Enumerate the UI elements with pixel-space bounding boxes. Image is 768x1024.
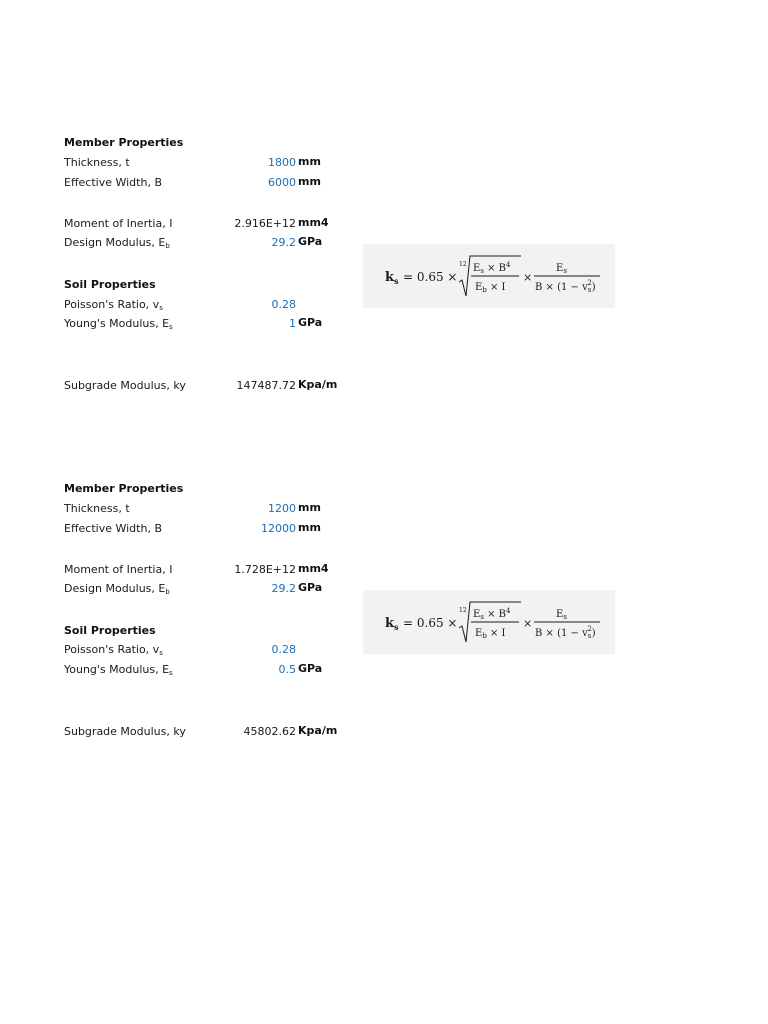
member-properties-heading bbox=[64, 480, 364, 498]
youngs-modulus-unit: GPa bbox=[298, 662, 323, 675]
formula-graphic bbox=[363, 244, 615, 308]
youngs-modulus-value[interactable]: 0.5 bbox=[278, 663, 296, 676]
section-heading: Soil Properties bbox=[64, 278, 156, 291]
thickness-row bbox=[64, 154, 364, 172]
moment-of-inertia-row bbox=[64, 215, 364, 233]
formula-root-numerator: $E_s \times B^4$ bbox=[473, 607, 511, 621]
effective-width-label: Effective Width, B bbox=[64, 176, 162, 189]
poissons-ratio-row bbox=[64, 296, 364, 314]
effective-width-unit: mm bbox=[298, 521, 321, 534]
effective-width-unit: mm bbox=[298, 175, 321, 188]
effective-width-value[interactable]: 6000 bbox=[268, 176, 296, 189]
moment-of-inertia-label: Moment of Inertia, I bbox=[64, 217, 173, 230]
poissons-ratio-value[interactable]: 0.28 bbox=[271, 643, 296, 656]
design-modulus-label: Design Modulus, $E_b$ bbox=[64, 236, 170, 250]
section-heading: Member Properties bbox=[64, 482, 184, 495]
design-modulus-unit: GPa bbox=[298, 581, 323, 594]
thickness-value[interactable]: 1800 bbox=[268, 156, 296, 169]
thickness-row bbox=[64, 500, 364, 518]
design-modulus-row bbox=[64, 234, 364, 252]
thickness-value[interactable]: 1200 bbox=[268, 502, 296, 515]
formula-root-index: 12 bbox=[459, 607, 467, 614]
poissons-ratio-row bbox=[64, 641, 364, 659]
formula-root-denominator: $E_b \times I$ bbox=[475, 628, 506, 640]
thickness-label: Thickness, t bbox=[64, 502, 130, 515]
soil-properties-heading bbox=[64, 276, 364, 294]
design-modulus-label: Design Modulus, $E_b$ bbox=[64, 582, 170, 596]
effective-width-row bbox=[64, 174, 364, 192]
youngs-modulus-row bbox=[64, 661, 364, 679]
formula-fraction-denominator: $B \times (1 - v_s2)$ bbox=[535, 625, 596, 640]
formula-lhs: $k_s$ bbox=[385, 616, 399, 632]
section-heading: Member Properties bbox=[64, 136, 184, 149]
subgrade-formula-image bbox=[363, 244, 615, 308]
formula-coefficient: = 0.65 × bbox=[403, 616, 458, 630]
youngs-modulus-label: Young's Modulus, $E_s$ bbox=[64, 663, 173, 677]
design-modulus-value[interactable]: 29.2 bbox=[271, 236, 296, 249]
moment-of-inertia-row bbox=[64, 561, 364, 579]
poissons-ratio-label: Poisson's Ratio, $v_s$ bbox=[64, 643, 163, 657]
formula-fraction-numerator: $E_s$ bbox=[556, 609, 567, 621]
formula-fraction-numerator: $E_s$ bbox=[556, 263, 567, 275]
formula-times: × bbox=[523, 271, 533, 284]
youngs-modulus-row bbox=[64, 315, 364, 333]
youngs-modulus-unit: GPa bbox=[298, 316, 323, 329]
formula-graphic bbox=[363, 590, 615, 654]
thickness-unit: mm bbox=[298, 155, 321, 168]
youngs-modulus-value[interactable]: 1 bbox=[289, 317, 296, 330]
design-modulus-value[interactable]: 29.2 bbox=[271, 582, 296, 595]
effective-width-value[interactable]: 12000 bbox=[261, 522, 296, 535]
subgrade-modulus-label: Subgrade Modulus, ky bbox=[64, 379, 186, 392]
subgrade-modulus-unit: Kpa/m bbox=[298, 724, 338, 737]
formula-root-numerator: $E_s \times B^4$ bbox=[473, 261, 511, 275]
formula-root-index: 12 bbox=[459, 261, 467, 268]
subgrade-formula-image bbox=[363, 590, 615, 654]
moment-of-inertia-label: Moment of Inertia, I bbox=[64, 563, 173, 576]
soil-properties-heading bbox=[64, 622, 364, 640]
moment-of-inertia-unit: mm4 bbox=[298, 216, 329, 229]
youngs-modulus-label: Young's Modulus, $E_s$ bbox=[64, 317, 173, 331]
subgrade-modulus-unit: Kpa/m bbox=[298, 378, 338, 391]
effective-width-row bbox=[64, 520, 364, 538]
moment-of-inertia-unit: mm4 bbox=[298, 562, 329, 575]
formula-coefficient: = 0.65 × bbox=[403, 270, 458, 284]
subgrade-modulus-row bbox=[64, 377, 364, 395]
design-modulus-unit: GPa bbox=[298, 235, 323, 248]
thickness-unit: mm bbox=[298, 501, 321, 514]
poissons-ratio-label: Poisson's Ratio, $v_s$ bbox=[64, 298, 163, 312]
section-heading: Soil Properties bbox=[64, 624, 156, 637]
poissons-ratio-value[interactable]: 0.28 bbox=[271, 298, 296, 311]
subgrade-modulus-value[interactable]: 147487.72 bbox=[236, 379, 296, 392]
formula-lhs: $k_s$ bbox=[385, 270, 399, 286]
subgrade-modulus-value[interactable]: 45802.62 bbox=[243, 725, 296, 738]
moment-of-inertia-value[interactable]: 1.728E+12 bbox=[234, 563, 296, 576]
formula-root-denominator: $E_b \times I$ bbox=[475, 282, 506, 294]
effective-width-label: Effective Width, B bbox=[64, 522, 162, 535]
subgrade-modulus-row bbox=[64, 723, 364, 741]
formula-times: × bbox=[523, 617, 533, 630]
moment-of-inertia-value[interactable]: 2.916E+12 bbox=[234, 217, 296, 230]
subgrade-modulus-label: Subgrade Modulus, ky bbox=[64, 725, 186, 738]
member-properties-heading bbox=[64, 134, 364, 152]
formula-fraction-denominator: $B \times (1 - v_s2)$ bbox=[535, 279, 596, 294]
thickness-label: Thickness, t bbox=[64, 156, 130, 169]
design-modulus-row bbox=[64, 580, 364, 598]
